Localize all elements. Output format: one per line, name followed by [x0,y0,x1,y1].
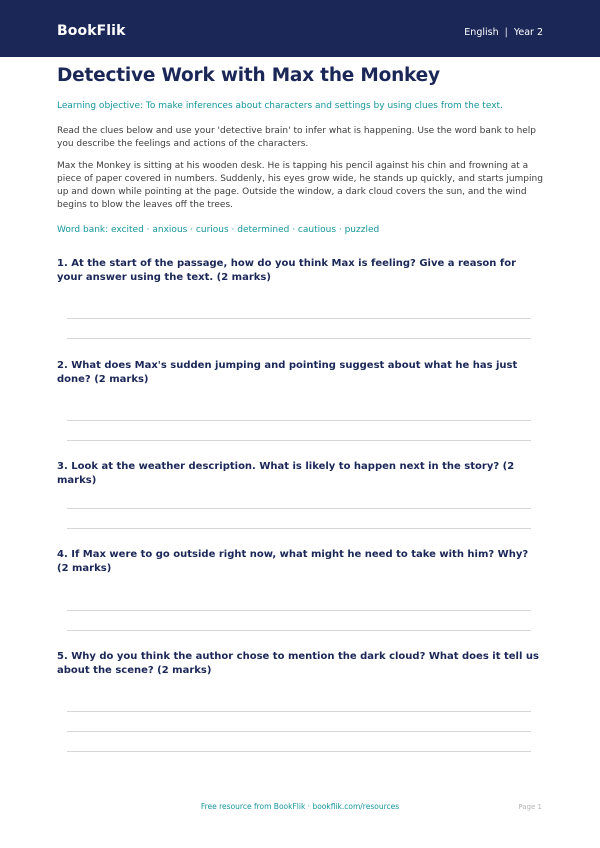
question-3: 3. Look at the weather description. What is likely to happen next in the story? (2 marks) [57,461,515,486]
answer-line[interactable] [67,711,531,712]
answer-line[interactable] [67,751,531,752]
question-1: 1. At the start of the passage, how do you think Max is feeling? Give a reason for your answer using the text. (2 marks) [57,258,517,283]
worksheet-title: Detective Work with Max the Monkey [57,65,440,86]
header-bar [0,0,600,57]
answer-line[interactable] [67,731,531,732]
word-bank: Word bank: excited · anxious · curious · determined · cautious · puzzled [57,225,380,235]
answer-line[interactable] [67,630,531,631]
answer-line[interactable] [67,440,531,441]
subject-year-label [464,27,543,38]
brand-logo: BookFlik [57,23,126,39]
year-label: Year 2 [513,27,543,38]
answer-line[interactable] [67,508,531,509]
subject-label: English [464,27,499,38]
answer-line[interactable] [67,528,531,529]
answer-line[interactable] [67,338,531,339]
page-number: Page 1 [518,803,542,811]
story-passage: Max the Monkey is sitting at his wooden desk. He is tapping his pencil against his chin and frowning at a piece of paper covered in numbers. Suddenly, his eyes grow wide, he stands up quickly, and starts jumping up and down while pointing at the page. Outside the window, a dark cloud covers the sun, and the wind begins to blow the leaves off the trees. [57,161,543,210]
question-5: 5. Why do you think the author chose to mention the dark cloud? What does it tell us about the scene? (2 marks) [57,651,539,676]
answer-line[interactable] [67,420,531,421]
footer-text: Free resource from BookFlik · bookflik.com/resources [200,802,400,811]
question-4: 4. If Max were to go outside right now, what might he need to take with him? Why? (2 marks) [57,549,529,574]
instructions-paragraph: Read the clues below and use your 'detective brain' to infer what is happening. Use the word bank to help you describe the feelings and actions of the characters. [57,126,537,149]
learning-objective: Learning objective: To make inferences about characters and settings by using clues from the text. [57,101,503,111]
header-separator: | [504,27,508,38]
answer-line[interactable] [67,318,531,319]
question-2: 2. What does Max's sudden jumping and pointing suggest about what he has just done? (2 marks) [57,360,518,385]
answer-line[interactable] [67,610,531,611]
